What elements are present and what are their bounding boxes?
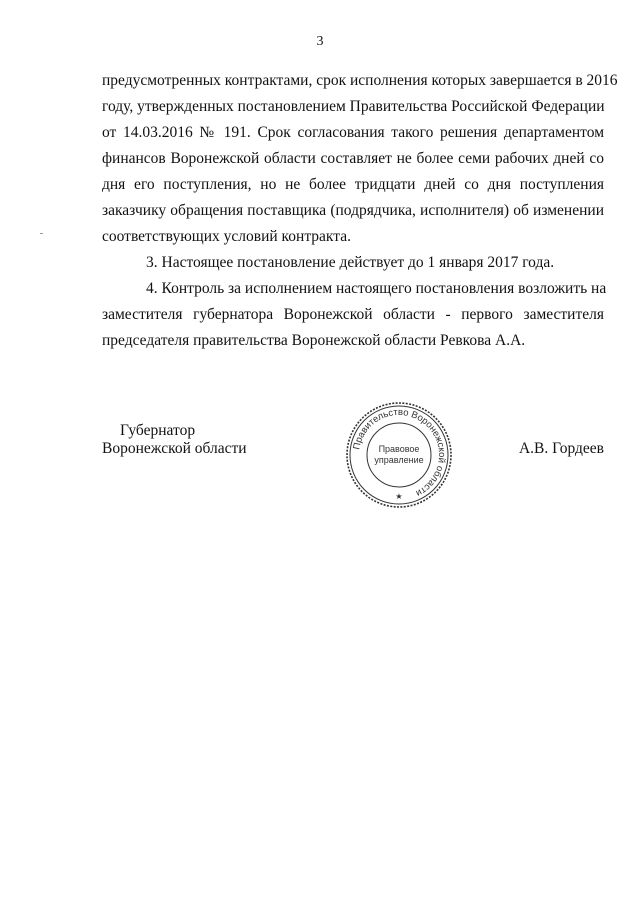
page-number: 3	[316, 34, 324, 49]
paragraph-4: 4. Контроль за исполнением настоящего постановления возложить на	[146, 280, 607, 297]
body-line: от 14.03.2016 № 191. Срок согласования такого решения департаментом	[102, 124, 604, 141]
body-line: предусмотренных контрактами, срок исполнения которых завершается в 2016	[102, 72, 618, 89]
stamp-center-line2: управление	[374, 455, 424, 465]
signer-name: А.В. Гордеев	[518, 440, 604, 457]
body-line: дня его поступления, но не более тридцати дней со дня поступления	[102, 176, 604, 193]
paragraph-3: 3. Настоящее постановление действует до 1 января 2017 года.	[146, 254, 555, 271]
stamp-center-line1: Правовое	[378, 444, 420, 454]
body-line: соответствующих условий контракта.	[102, 228, 351, 245]
document-body	[102, 68, 618, 354]
body-line: председателя правительства Воронежской области Ревкова А.А.	[102, 332, 526, 349]
stamp-star-icon: ★	[395, 492, 403, 501]
body-line: году, утвержденных постановлением Правительства Российской Федерации	[102, 98, 605, 115]
signature-position	[102, 422, 247, 458]
margin-mark	[40, 233, 43, 234]
position-title: Губернатор	[120, 422, 196, 439]
body-line: заместителя губернатора Воронежской области - первого заместителя	[102, 306, 604, 323]
body-line: финансов Воронежской области составляет не более семи рабочих дней со	[102, 150, 604, 167]
official-stamp	[344, 400, 454, 510]
stamp-ring-text: Правительство Воронежской области	[351, 406, 448, 499]
position-region: Воронежской области	[102, 440, 247, 457]
body-line: заказчику обращения поставщика (подрядчика, исполнителя) об изменении	[102, 202, 604, 219]
